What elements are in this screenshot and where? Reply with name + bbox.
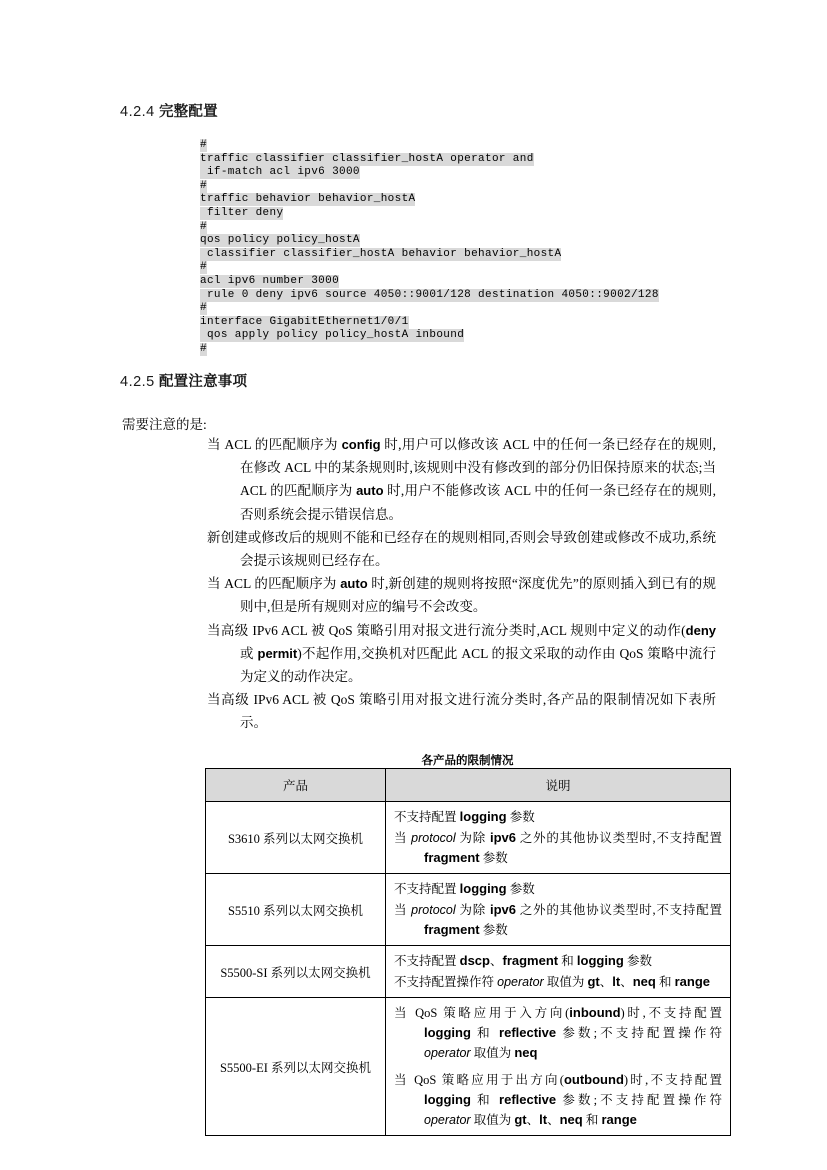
code-line [200, 316, 659, 330]
section-heading-424 [120, 100, 218, 121]
table-row [206, 946, 731, 998]
code-line-text: classifier classifier_hostA behavior behavior_hostA [200, 247, 562, 260]
code-line [200, 193, 659, 207]
code-line [200, 207, 659, 221]
text-run: 新创建或修改后的规则不能和已经存在的规则相同,否则会导致创建或修改不成功,系统会提示该规则已经存在。 [207, 529, 716, 569]
notes-list [207, 433, 716, 735]
text-run: 、 [526, 1113, 540, 1127]
text-run: 当高级 IPv6 ACL 被 QoS 策略引用对报文进行流分类时,ACL 规则中定义的动作( [207, 622, 686, 638]
text-run: 和 [470, 1026, 500, 1040]
text-run: 、 [599, 975, 613, 989]
text-run: )时,不支持配置 [623, 1073, 722, 1087]
text-run: 和 [582, 1113, 602, 1127]
cell-product: S5500-SI 系列以太网交换机 [206, 946, 386, 998]
keyword-bold: fragment [424, 850, 480, 865]
keyword-bold: logging [459, 809, 507, 824]
keyword-bold: inbound [569, 1005, 621, 1020]
parameter-italic: operator [424, 1113, 471, 1127]
parameter-italic: operator [497, 975, 544, 989]
table-row [206, 998, 731, 1136]
code-line-text: # [200, 261, 207, 274]
description-line [394, 1070, 722, 1130]
text-run: 参数 [506, 810, 535, 824]
note-auto-depth [207, 572, 716, 618]
text-run: 为除 [455, 831, 490, 845]
keyword-bold: reflective [499, 1092, 557, 1107]
keyword-bold: auto [356, 483, 384, 499]
section-title-424: 完整配置 [158, 104, 218, 120]
text-run: 参数;不支持配置操作符 [556, 1026, 722, 1040]
parameter-italic: protocol [411, 903, 456, 917]
cell-product: S5500-EI 系列以太网交换机 [206, 998, 386, 1136]
code-line-text: qos apply policy policy_hostA inbound [200, 329, 465, 342]
code-line-text: # [200, 220, 207, 233]
description-line [394, 951, 722, 971]
section-number-424: 4.2.4 [120, 104, 155, 120]
keyword-bold: lt [539, 1112, 548, 1127]
text-run: 当 [394, 903, 412, 917]
code-line-text: # [200, 342, 207, 355]
code-line [200, 275, 659, 289]
code-line [200, 153, 659, 167]
text-run: 当高级 IPv6 ACL 被 QoS 策略引用对报文进行流分类时,各产品的限制情况如下表所示。 [207, 692, 716, 731]
text-run: 取值为 [470, 1113, 515, 1127]
cell-description [386, 874, 731, 946]
code-line-text: traffic behavior behavior_hostA [200, 193, 416, 206]
keyword-bold: gt [587, 974, 600, 989]
table-body [206, 802, 731, 1136]
table-row [206, 802, 731, 874]
cell-description [386, 802, 731, 874]
code-line [200, 261, 659, 275]
code-line [200, 329, 659, 343]
note-duplicate-rule [207, 526, 716, 572]
cell-description [386, 998, 731, 1136]
text-run: 参数 [479, 923, 508, 937]
text-run: 参数 [479, 851, 508, 865]
keyword-bold: ipv6 [489, 902, 516, 917]
text-run: 参数;不支持配置操作符 [556, 1093, 722, 1107]
text-run: 不支持配置操作符 [394, 975, 498, 989]
text-run: 参数 [623, 954, 652, 968]
table-header-row [206, 769, 731, 802]
text-run: 当 QoS 策略应用于入方向( [394, 1006, 570, 1020]
code-line-text: if-match acl ipv6 3000 [200, 166, 360, 179]
description-line [394, 972, 722, 992]
text-run: 为除 [455, 903, 490, 917]
code-line-text: rule 0 deny ipv6 source 4050::9001/128 destination 4050::9002/128 [200, 288, 659, 301]
cell-product: S3610 系列以太网交换机 [206, 802, 386, 874]
keyword-bold: fragment [502, 953, 559, 968]
section-heading-425 [120, 370, 247, 391]
code-line-text: # [200, 302, 207, 315]
code-line-text: acl ipv6 number 3000 [200, 274, 340, 287]
code-line [200, 234, 659, 248]
notes-intro-text: 需要注意的是: [122, 417, 207, 432]
text-run: )不起作用,交换机对匹配此 ACL 的报文采取的动作由 QoS 策略中流行为定义的动作决定。 [240, 645, 716, 685]
code-line-text: qos policy policy_hostA [200, 234, 360, 247]
description-line [394, 900, 722, 940]
code-line [200, 180, 659, 194]
text-run: 当 ACL 的匹配顺序为 [207, 576, 341, 592]
section-title-425: 配置注意事项 [158, 374, 248, 390]
keyword-bold: neq [632, 974, 656, 989]
section-number-425: 4.2.5 [120, 374, 155, 390]
keyword-bold: permit [257, 645, 298, 661]
keyword-bold: deny [685, 622, 716, 638]
text-run: 、 [489, 954, 503, 968]
text-run: 和 [470, 1093, 500, 1107]
note-config-auto [207, 433, 716, 526]
cell-product: S5510 系列以太网交换机 [206, 874, 386, 946]
description-line [394, 879, 722, 899]
code-line [200, 166, 659, 180]
table-caption: 各产品的限制情况 [421, 755, 514, 767]
keyword-bold: config [341, 437, 381, 452]
description-line [394, 828, 722, 868]
keyword-bold: range [601, 1112, 637, 1127]
keyword-bold: ipv6 [489, 830, 516, 845]
code-line [200, 289, 659, 303]
keyword-bold: outbound [563, 1072, 624, 1087]
text-run: 当 [394, 831, 412, 845]
table-header-product: 产品 [206, 769, 386, 802]
code-line [200, 248, 659, 262]
text-run: 时,新创建的规则将按照“深度优先”的原则插入到已有的规则中,但是所有规则对应的编号不会改变。 [240, 576, 716, 615]
text-run: 或 [240, 645, 258, 661]
code-line-text: # [200, 139, 207, 151]
table-header-description: 说明 [386, 769, 731, 802]
text-run: 、 [547, 1113, 560, 1127]
note-qos-deny-permit [207, 619, 716, 689]
product-limits-table [205, 768, 731, 1136]
keyword-bold: neq [514, 1045, 538, 1060]
code-line [200, 221, 659, 235]
text-run: 和 [655, 975, 675, 989]
text-run: 参数 [506, 882, 535, 896]
code-line [200, 302, 659, 316]
keyword-bold: logging [424, 1025, 471, 1040]
keyword-bold: range [674, 974, 711, 989]
text-run: 、 [620, 975, 633, 989]
text-run: )时,不支持配置 [620, 1006, 722, 1020]
keyword-bold: gt [514, 1112, 527, 1127]
keyword-bold: dscp [459, 953, 490, 968]
configuration-code-block [200, 139, 659, 357]
text-run: 之外的其他协议类型时,不支持配置 [515, 831, 722, 845]
cell-description [386, 946, 731, 998]
keyword-bold: logging [459, 881, 507, 896]
parameter-italic: protocol [411, 831, 456, 845]
table-row [206, 874, 731, 946]
parameter-italic: operator [424, 1046, 471, 1060]
description-line [394, 1003, 722, 1063]
keyword-bold: logging [576, 953, 624, 968]
keyword-bold: fragment [424, 922, 480, 937]
text-run: 取值为 [470, 1046, 515, 1060]
note-product-limits [207, 688, 716, 734]
description-line [394, 807, 722, 827]
text-run: 不支持配置 [394, 882, 460, 896]
code-line [200, 139, 659, 153]
text-run: 和 [558, 954, 577, 968]
text-run: 当 ACL 的匹配顺序为 [207, 437, 342, 452]
keyword-bold: reflective [499, 1025, 557, 1040]
code-line-text: filter deny [200, 206, 284, 219]
code-line [200, 343, 659, 357]
text-run: 不支持配置 [394, 810, 460, 824]
keyword-bold: neq [559, 1112, 583, 1127]
text-run: 时,用户可以修改该 ACL 中的任何一条已经存在的规则,在修改 ACL 中的某条规则时,该规则中没有修改到的部分仍旧保持原来的状态;当 ACL 的匹配顺序为 [240, 437, 717, 499]
text-run: 之外的其他协议类型时,不支持配置 [515, 903, 722, 917]
keyword-bold: lt [612, 974, 621, 989]
keyword-bold: logging [424, 1092, 471, 1107]
text-run: 取值为 [543, 975, 588, 989]
text-run: 时,用户不能修改该 ACL 中的任何一条已经存在的规则,否则系统会提示错误信息。 [240, 483, 717, 522]
text-run: 不支持配置 [394, 954, 460, 968]
code-line-text: # [200, 179, 207, 192]
code-line-text: traffic classifier classifier_hostA operator and [200, 152, 534, 165]
code-line-text: interface GigabitEthernet1/0/1 [200, 315, 409, 328]
text-run: 当 QoS 策略应用于出方向( [394, 1073, 564, 1087]
keyword-bold: auto [340, 576, 368, 592]
